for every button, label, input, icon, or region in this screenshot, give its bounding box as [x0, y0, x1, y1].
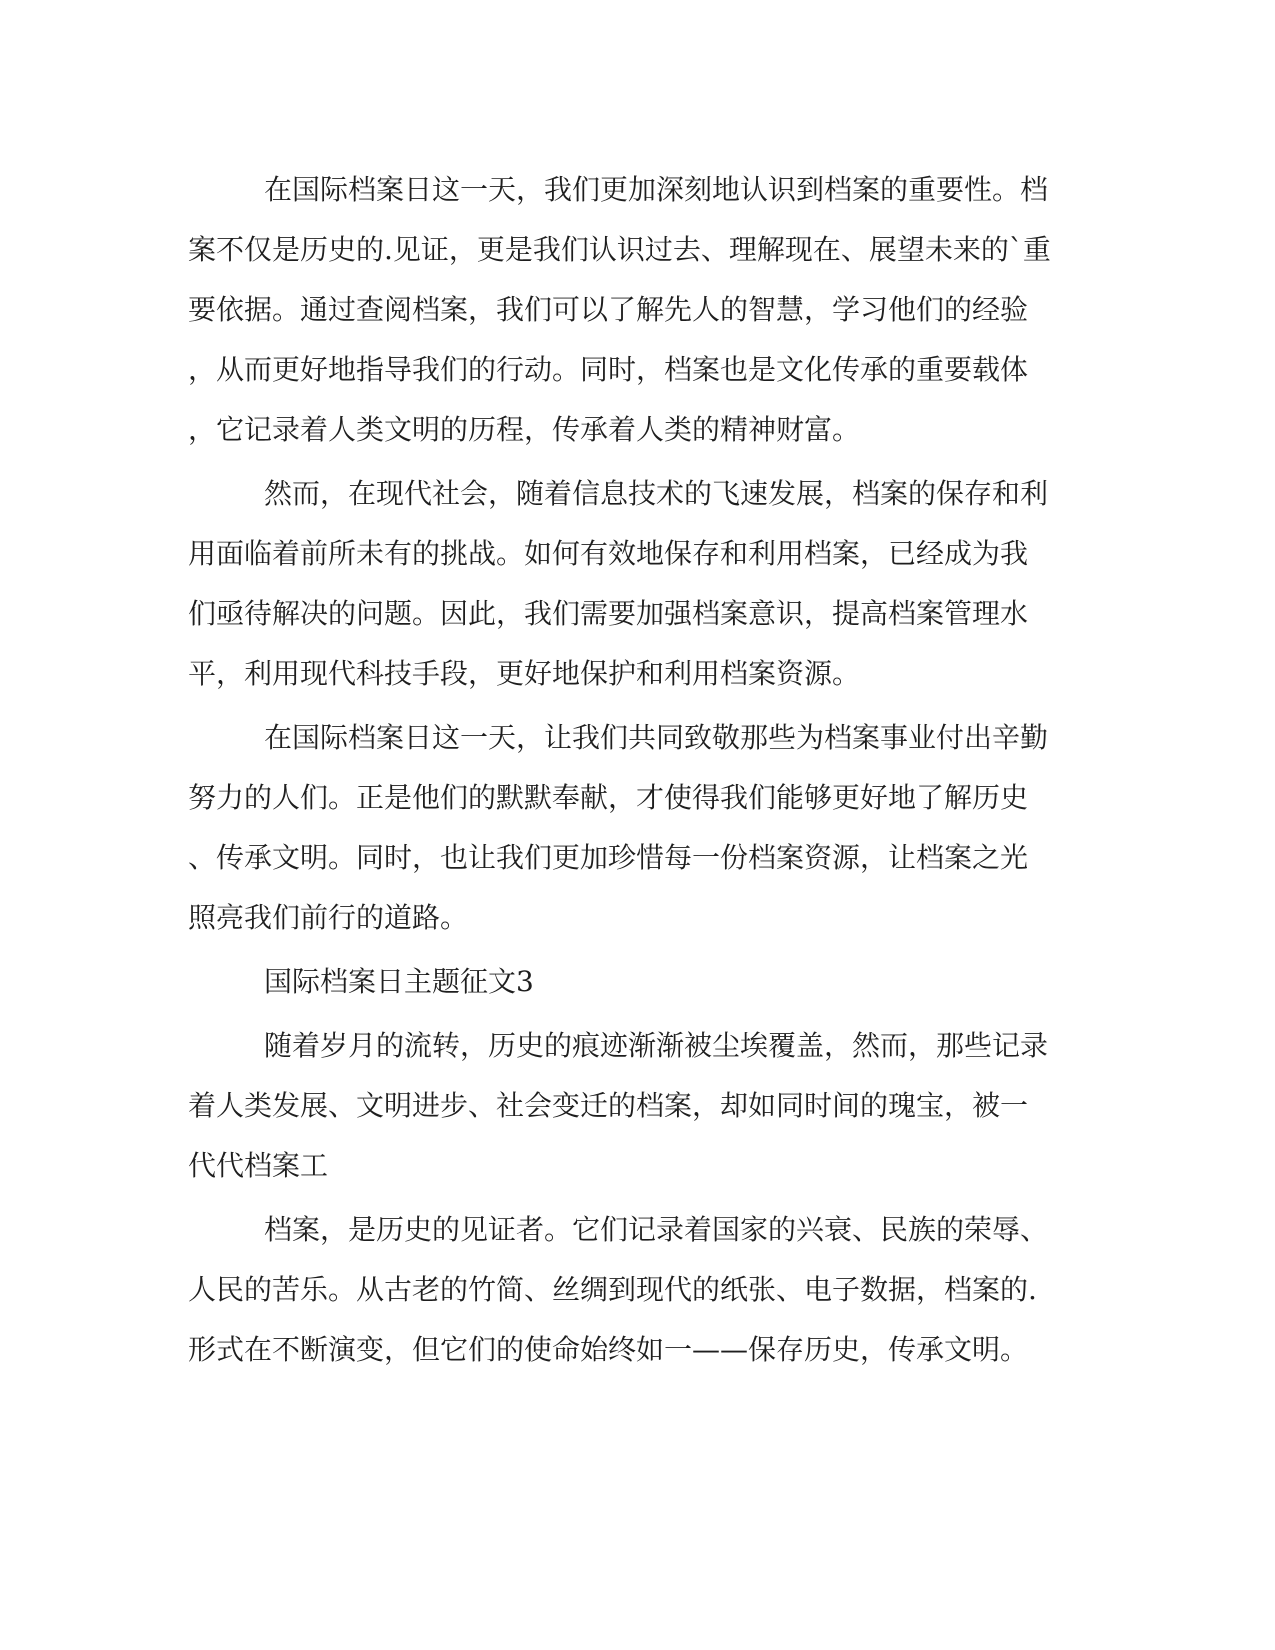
document-body — [188, 160, 1068, 1380]
paragraph — [188, 160, 1068, 460]
text-line: 然而，在现代社会，随着信息技术的飞速发展，档案的保存和利 — [264, 477, 1049, 510]
text-line: 随着岁月的流转，历史的痕迹渐渐被尘埃覆盖，然而，那些记录 — [264, 1029, 1049, 1062]
text-line: 案不仅是历史的.见证，更是我们认识过去、理解现在、展望未来的`重 — [188, 233, 1051, 266]
text-line: 努力的人们。正是他们的默默奉献，才使得我们能够更好地了解历史 — [188, 781, 1029, 814]
text-line: 在国际档案日这一天，我们更加深刻地认识到档案的重要性。档 — [264, 173, 1049, 206]
text-line: 要依据。通过查阅档案，我们可以了解先人的智慧，学习他们的经验 — [188, 293, 1029, 326]
text-line: 照亮我们前行的道路。 — [188, 901, 469, 934]
paragraph — [188, 1016, 1068, 1196]
heading-line: 国际档案日主题征文3 — [264, 965, 534, 998]
text-line: 用面临着前所未有的挑战。如何有效地保存和利用档案，已经成为我 — [188, 537, 1029, 570]
paragraph — [188, 464, 1068, 704]
text-line: 平，利用现代科技手段，更好地保护和利用档案资源。 — [188, 657, 861, 690]
text-line: 代代档案工 — [188, 1149, 329, 1182]
text-line: 们亟待解决的问题。因此，我们需要加强档案意识，提高档案管理水 — [188, 597, 1029, 630]
text-line: 在国际档案日这一天，让我们共同致敬那些为档案事业付出辛勤 — [264, 721, 1049, 754]
text-line: 档案，是历史的见证者。它们记录着国家的兴衰、民族的荣辱、 — [264, 1213, 1049, 1246]
text-line: 形式在不断演变，但它们的使命始终如一——保存历史，传承文明。 — [188, 1333, 1029, 1366]
text-line: 、传承文明。同时，也让我们更加珍惜每一份档案资源，让档案之光 — [188, 841, 1029, 874]
section-heading — [188, 952, 1068, 1012]
text-line: 着人类发展、文明进步、社会变迁的档案，却如同时间的瑰宝，被一 — [188, 1089, 1029, 1122]
text-line: ，它记录着人类文明的历程，传承着人类的精神财富。 — [188, 413, 861, 446]
paragraph — [188, 708, 1068, 948]
paragraph — [188, 1200, 1068, 1380]
text-line: 人民的苦乐。从古老的竹简、丝绸到现代的纸张、电子数据，档案的. — [188, 1273, 1037, 1306]
text-line: ，从而更好地指导我们的行动。同时，档案也是文化传承的重要载体 — [188, 353, 1029, 386]
